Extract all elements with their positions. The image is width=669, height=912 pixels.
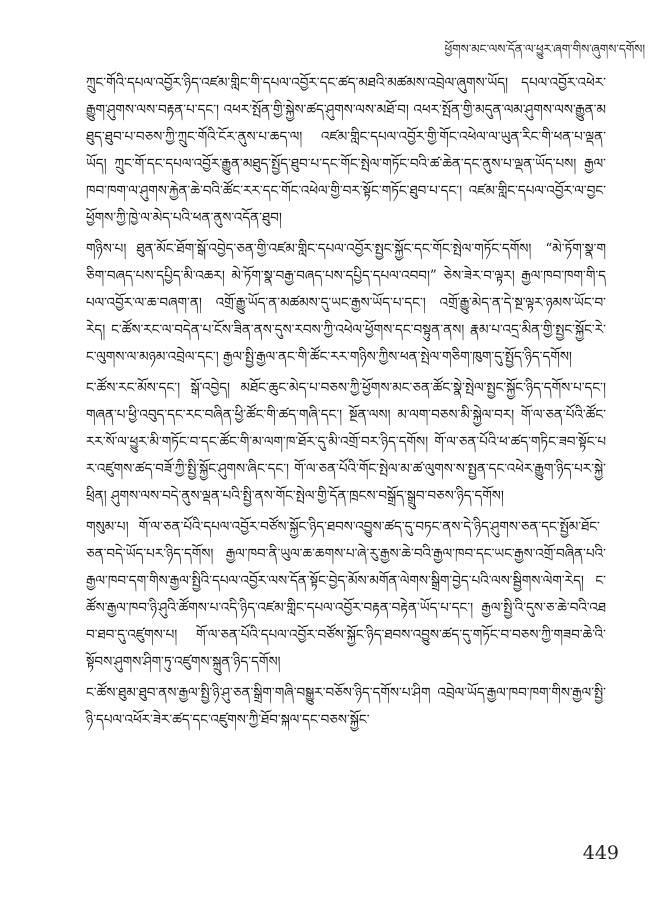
- paragraph-text: ཐུན་མོང་ཐོག་སྒོ་འབྱེད་ཅན་གྱི་འཛམ་གླིང་དཔལ་འབྱོར་སྤྱང་སྐྱོང་དང་གོང་སྤེལ་གཏོང་དགོས། “མེ་ཏོག་སྣ་གཅིག་བཞད་པས་དཔྱིད་མི་འཆར། མེ་ཏོག་སྣ་བརྒྱ་བཞད་པས་དཔྱིད་དཔལ་འབབ།” ཅེས་ཟེར་བ་ལྟར། རྒྱལ་ཁབ་ཁག་གི་དཔལ་འབྱོར་ལ་ཆ་བཞག་ན། འགྲོ་རྒྱུ་ཡོད་ན་མཚམས་དུ་ཡང་རྒྱས་ཡོད་པ་དང་། འགྲོ་རྒྱུ་མེད་ན་དེ་སྔ་ལྟར་ཉམས་ཡོང་བ་རེད། ང་ཚོས་རང་ལ་བདེན་པ་ངོས་ཟིན་ནས་དུས་རབས་ཀྱི་འཕེལ་ཕྱོགས་དང་བསྟུན་ནས། རྣམ་པ་འདྲ་མིན་གྱི་སྤྱང་སྐྱོང་རེ་ང་ལུགས་ལ་མཉམ་འབྲེལ་དང་། རྒྱལ་སྤྱི་རྒྱལ་ནང་གི་ཚོང་རར་གཉིས་ཀྱིས་ཕན་སྤེལ་གཅིག་ཁུག་དུ་སྤྱོད་ཉིད་དགོས།: [86, 241, 606, 365]
- paragraph-text: ང་ཚོས་རང་མོས་དང་། སྒོ་འབྱེད། མཐོང་ཆུང་མེད་པ་བཅས་ཀྱི་ཕྱོགས་མང་ཅན་ཚོང་སྣེ་སྤེལ་སྤྱང་སྐྱོང་ཉིད་དགོས་པ་དང་། གཞན་པ་ཕྱི་འབུད་དང་རང་བཞིན་ཕྱི་ཚོང་གི་ཚད་གཞི་དང་། སྔོན་ལས། མ་ལག་བཅས་མི་སྐྱེལ་བར། གོ་ལ་ཅན་པོའི་ཚོང་རར་སོ་ལ་ཕྱུར་མི་གཏོང་བ་དང་ཚོང་གི་མ་ལག་ཁ་ཐོར་དུ་མི་འགྲོ་བར་ཉིད་དགོས། གོ་ལ་ཅན་པོའི་ཕ་ཚད་གཏིང་ཟབ་སྟོང་པར་འཛུགས་ཚད་བཟོ་ཀྱི་སྤྱི་སྐྱོང་ཤུགས་ཞིང་དང་། གོ་ལ་ཅན་པོའི་གོང་སྤེལ་མ་ཚ་ལུགས་ས་སྤྱན་དང་འཕེར་རྒྱུག་ཉིད་པར་སྐྱེ་ཕྲིན། ཤུགས་ལས་བདེ་ནུས་ལྡན་པའི་སྤྱི་ནས་གོང་སྤེལ་གྱི་དོན་ཁྲངས་བསྒྲོད་སྒྲུབ་བཅས་ཉིད་དགོས།: [86, 380, 606, 504]
- paragraph: [86, 514, 606, 676]
- paragraph: [86, 236, 606, 371]
- section-label: གསུམ་པ།: [86, 519, 129, 535]
- section-label: གཉིས་པ།: [86, 241, 127, 257]
- paragraph-text: ཀྲུང་གོའི་དཔལ་འབྱོར་ཉིད་འཛམ་གླིང་གི་དཔལ་འབྱོར་དང་ཚད་མཐའི་མཚམས་འབྲེལ་ཞུགས་ཡོད། དཔལ་འབྱོར་འཕེར་རྒྱུག་ཤུགས་ལས་བརྟན་པ་དང་། འཕར་སྤོན་གྱི་སྐྱེས་ཚད་ཤུགས་ལས་མཐོ་བ། འཕར་སྤོན་གྱི་མདུན་ལམ་ཤུགས་ལས་རྒྱུན་མཐུད་ཐུབ་པ་བཅས་ཀྱི་ཀྲུང་གོའི་ངོར་ནུས་པ་ཆད་ལ། འཛམ་གླིང་དཔལ་འབྱོར་གྱི་གོང་འཕེལ་ལ་ཡུན་རིང་གི་ཕན་པ་ལྡན་ཡོད། ཀྲུང་གོ་དང་དཔལ་འབྱོར་རྒྱུན་མཐུད་སྤྱོད་ཐུབ་པ་དང་གོང་སྤེལ་གཏོང་བའི་ཚ་ཆེན་དང་ནུས་པ་ལྡན་ཡོད་པས། རྒྱལ་ཁབ་ཁག་ལ་ཤུགས་རྐྱེན་ཆེ་བའི་ཚོང་རར་དང་གོང་འཕེལ་གྱི་བར་སྟོང་གཏོང་ཐུབ་པ་དང་། འཛམ་གླིང་དཔལ་འབྱོར་ལ་བྱང་ཕྱོགས་ཀྱི་ཁྱེ་ལ་མེད་པའི་ཕན་ནུས་འདོན་ཐུབ།: [86, 75, 606, 226]
- paragraph: [86, 70, 606, 232]
- running-header: ཕྱོགས་མང་ལས་དོན་ལ་ཕྱུར་ཞག་གིས་ཞུགས་དགོས།: [444, 42, 645, 56]
- paragraph-text: གོ་ལ་ཅན་པོའི་དཔལ་འབྱོར་བཙོས་སྐྱོང་ཉིད་ཐབས་འབྱུས་ཚད་དུ་བཏང་ནས་དེ་ཉིད་ཤུགས་ཅན་དང་སྤྱོམ་ཐོང་ཅན་བདེ་ཡོད་པར་ཉིད་དགོས། རྒྱལ་ཁབ་ནི་ཡུལ་ཆ་ཆགས་པ་ཞེ་རུ་རྒྱས་ཆེ་བའི་རྒྱལ་ཁབ་དང་ཡང་རྒྱས་འགྲོ་བཞིན་པའི་རྒྱལ་ཁབ་དག་གིས་རྒྱལ་སྤྱིའི་དཔལ་འབྱོར་ལས་དོན་སྟོང་བྱེད་མོས་མགོན་ལེགས་སྒྲིག་བྱེད་པའི་ལས་སྦྱིགས་ལེག་རེད། ང་ཚོས་རྒྱལ་ཁབ་ཉི་ཤུའི་ཚོགས་པ་འདི་ཉིད་འཛམ་གླིང་དཔལ་འབྱོར་བརྟན་བརྟེན་ཡོད་པ་དང་། རྒྱལ་སྤྱི་འི་དུས་ཅ་ཆེ་བའི་འཐབ་ཐབ་དུ་འཛུགས་པ། གོ་ལ་ཅན་པོའི་དཔལ་འབྱོར་བཙོས་སྐྱོང་ཉིད་ཐབས་འབྱུས་ཚད་དུ་གཏོང་བ་བཅས་ཀྱི་གཟབ་ཆེ་འི་སྟོབས་ཤུགས་ཤིག་ཏུ་འཛུགས་སྐྲུན་ཉིད་དགོས།: [86, 519, 606, 670]
- page-number: 449: [582, 842, 619, 864]
- paragraph: [86, 680, 606, 734]
- paragraph-text: ང་ཚོས་ཐུམ་ཐུབ་ནས་རྒྱལ་སྤྱི་ཉི་ཤུ་ཅན་སྒྲིག་གཞི་བསྒྱུར་བཅོས་ཉིད་དགོས་པ་ཤིག འབྲེལ་ཡོད་རྒྱལ་ཁབ་ཁག་གིས་རྒྱལ་སྤྱི་ཉི་དཔལ་འཕོར་ཟེར་ཚད་དང་འཛུགས་ཀྱི་ཐོབ་སྐལ་དང་བཅས་སྐྱོང་: [86, 685, 606, 728]
- body-text: [86, 70, 606, 870]
- paragraph: [86, 375, 606, 510]
